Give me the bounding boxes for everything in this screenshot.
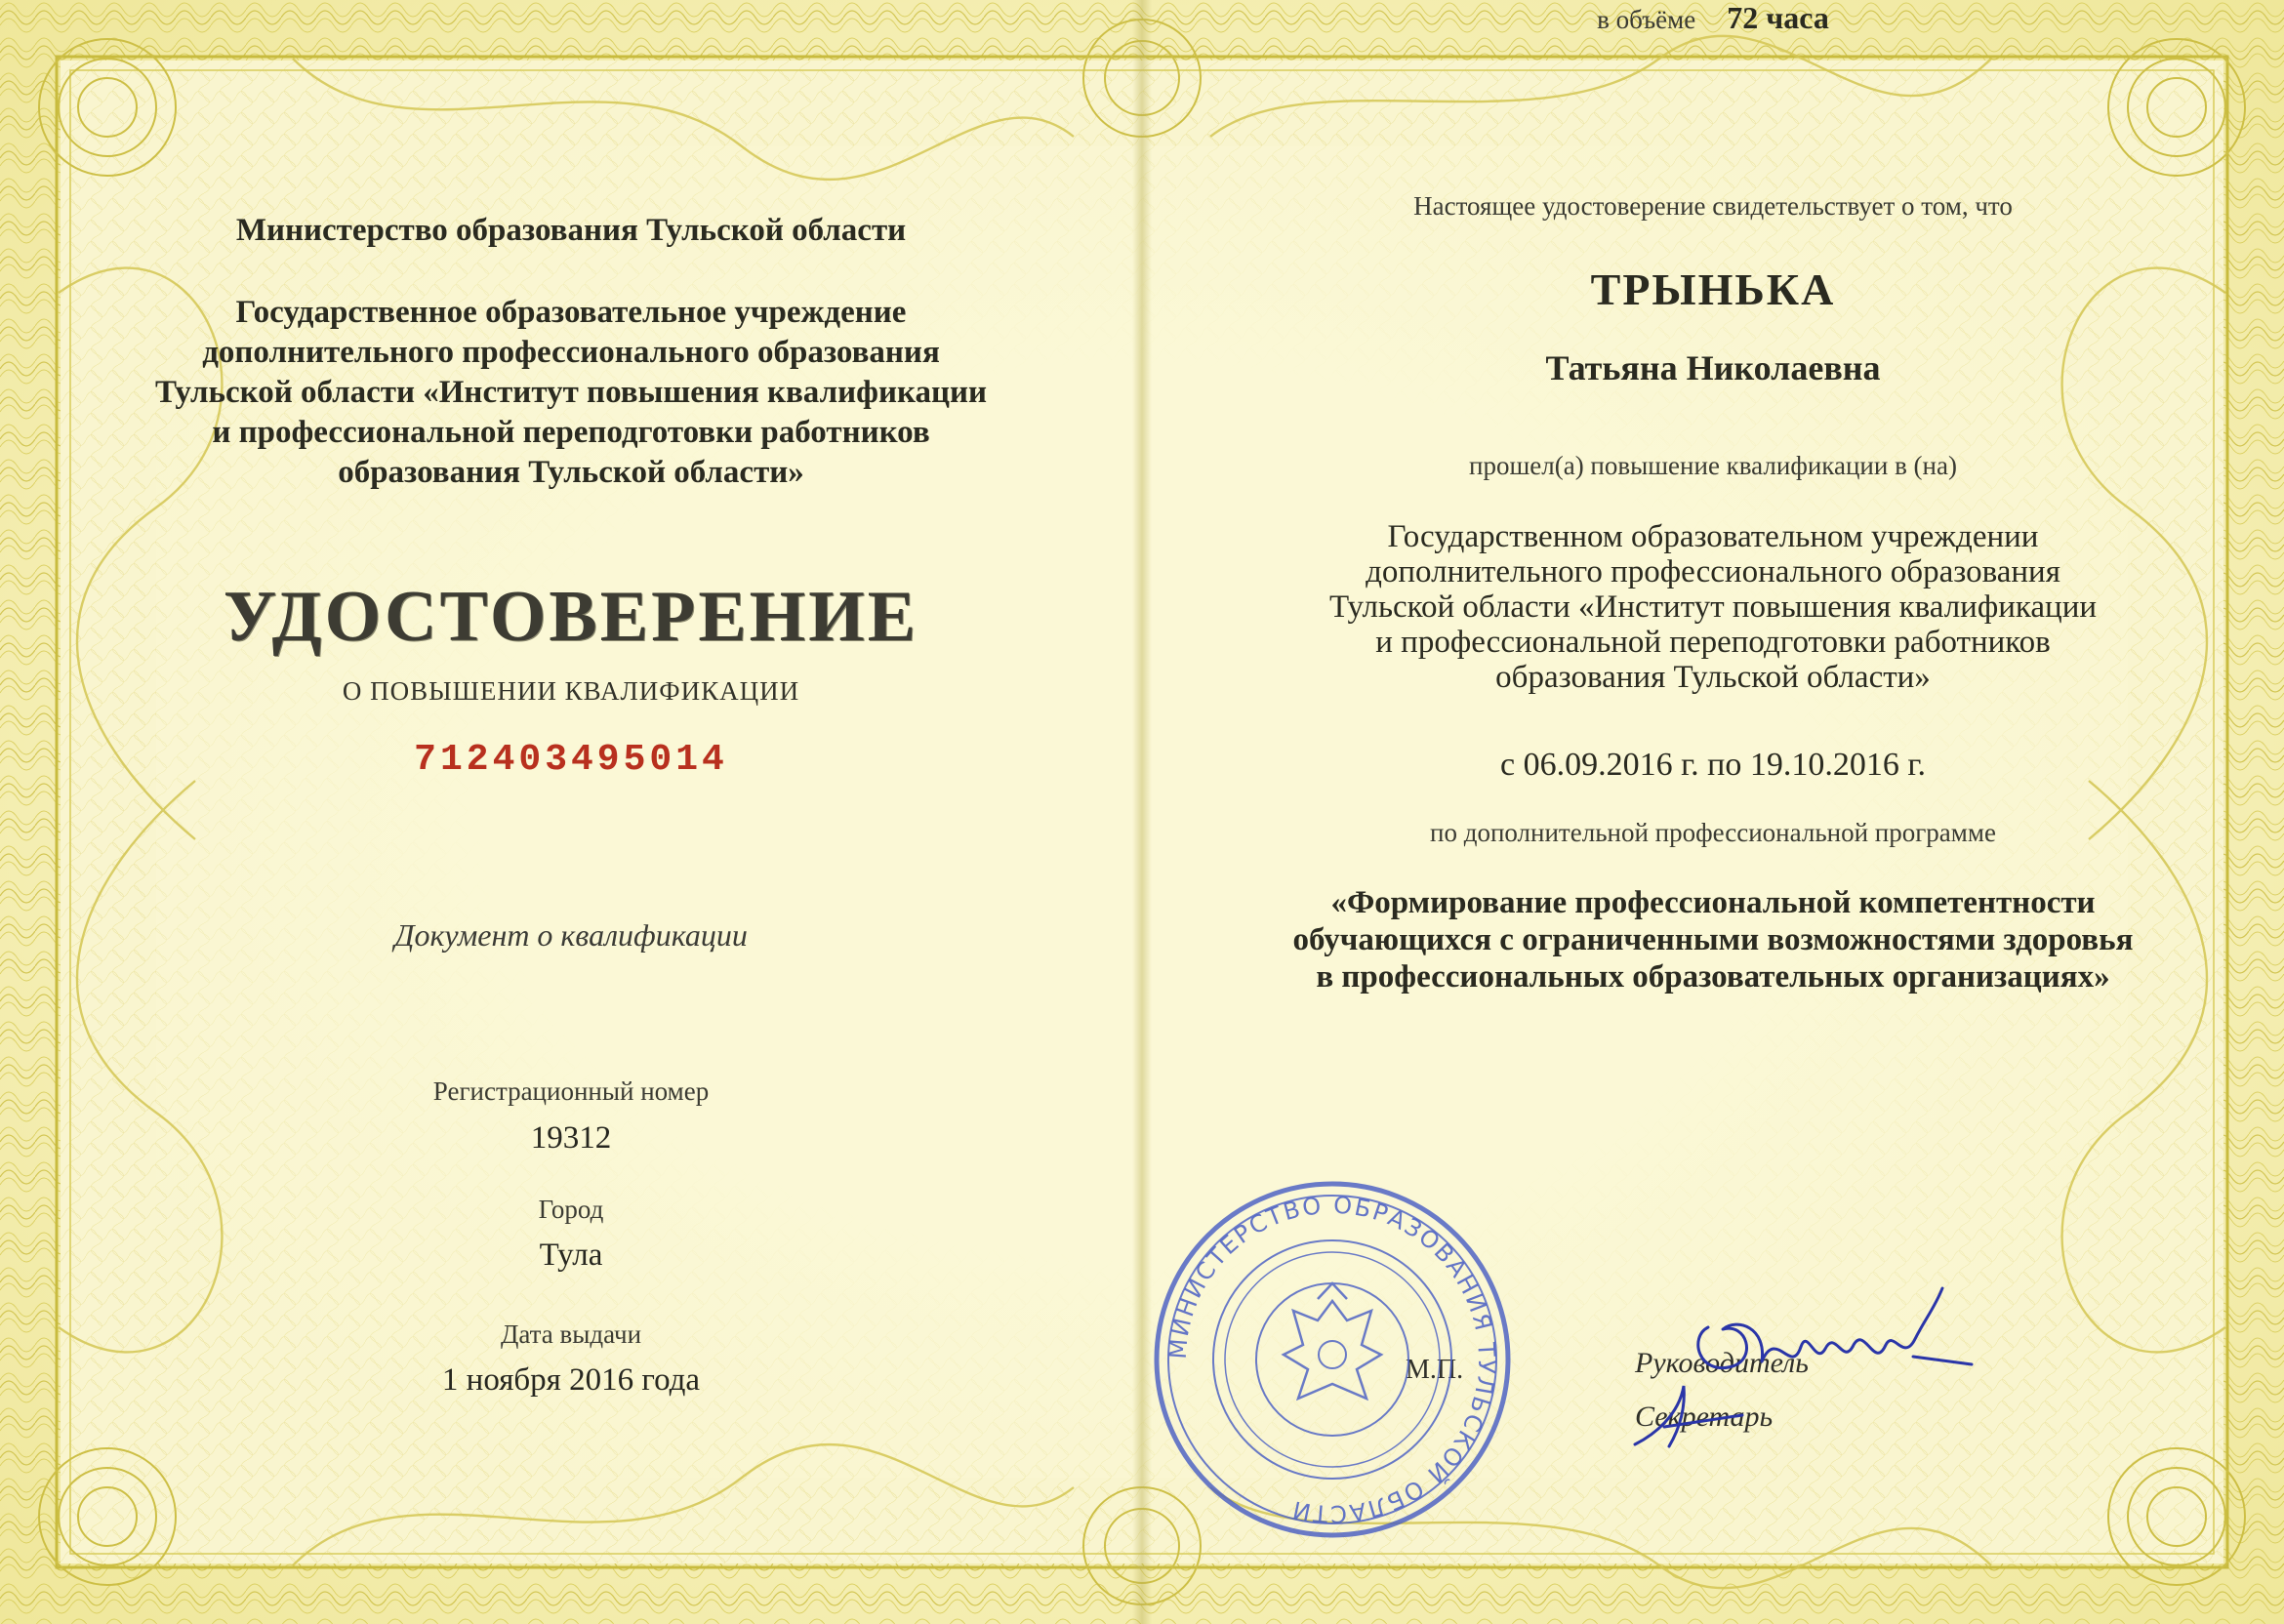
institution-line: дополнительного профессионального образования [202,335,940,370]
program-line: в профессиональных образовательных организациях» [1316,959,2110,995]
holder-given-names: Татьяна Николаевна [1545,348,1881,387]
institution-line: Тульской области «Институт повышения квалификации [1328,589,2098,625]
secretary-label: Секретарь [1635,1401,1774,1433]
program-name [1142,884,2284,995]
training-volume [1142,0,2284,36]
institution-line: дополнительного профессионального образования [1366,554,2060,589]
program-line: «Формирование профессиональной компетентности [1330,885,2096,920]
secretary-signature-icon [1625,1376,1752,1454]
program-label: по дополнительной профессиональной программе [1430,818,1996,847]
document-subtitle: О ПОВЫШЕНИИ КВАЛИФИКАЦИИ [342,676,800,706]
issue-date-label: Дата выдачи [500,1320,642,1349]
issue-date-value: 1 ноября 2016 года [441,1362,701,1398]
attest-text: Настоящее удостоверение свидетельствует о том, что [1413,191,2013,221]
city-value: Тула [539,1238,603,1273]
institution-line: образования Тульской области» [338,455,804,490]
institution-line: и профессиональной переподготовки работников [1375,625,2051,660]
registration-label: Регистрационный номер [432,1076,710,1106]
document-type: Документ о квалификации [394,917,748,953]
city-label: Город [538,1195,604,1224]
volume-value: 72 часа [1727,0,1829,35]
institution-line: образования Тульской области» [1495,660,1931,695]
institution-name [0,293,1142,493]
completed-text: прошел(а) повышение квалификации в (на) [1469,451,1957,480]
stamp-text: МИНИСТЕРСТВО ОБРАЗОВАНИЯ ТУЛЬСКОЙ ОБЛАСТИ [1163,1191,1501,1528]
institution-line: Государственном образовательном учреждении [1387,519,2039,554]
head-label: Руководитель [1635,1347,1809,1379]
training-period: с 06.09.2016 г. по 19.10.2016 г. [1499,747,1926,783]
institution-line: и профессиональной переподготовки работников [212,415,930,450]
institution-line: Тульской области «Институт повышения квалификации [154,375,988,410]
holder-surname: ТРЫНЬКА [1590,264,1836,314]
document-title: УДОСТОВЕРЕНИЕ [223,577,919,657]
training-institution [1142,519,2284,695]
program-line: обучающихся с ограниченными возможностями здоровья [1292,922,2134,957]
institution-line: Государственное образовательное учреждение [235,295,907,330]
official-stamp-icon [1147,1174,1518,1545]
ministry-name: Министерство образования Тульской области [235,213,907,248]
registration-value: 19312 [530,1120,612,1156]
svg-text:МИНИСТЕРСТВО ОБРАЗОВАНИЯ ТУЛЬС [1164,1192,1501,1528]
seal-place-label: М.П. [1406,1355,1464,1385]
document-number: 712403495014 [414,739,728,781]
volume-label: в объёме [1597,5,1696,34]
